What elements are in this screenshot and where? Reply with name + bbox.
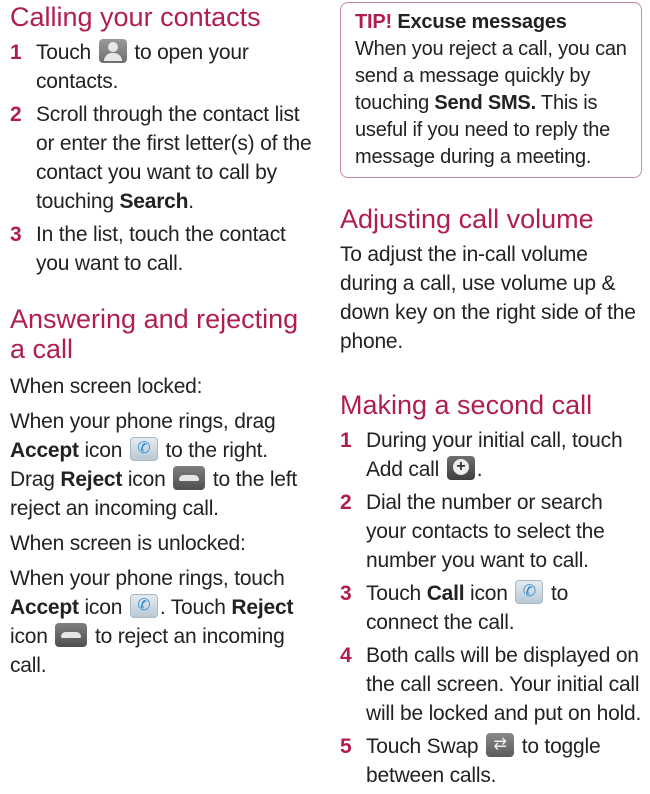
answering-body: When screen locked: When your phone rings, drag Accept icon ✆ to the right. Drag Reject icon to the left reject an incoming call. When screen is unlocked: When your phone rings, touch Accept icon ✆ . Touch Reject icon to reject an incoming call.	[10, 372, 320, 680]
heading-answering-rejecting: Answering and rejecting a call	[10, 304, 299, 364]
list-item: 1 Touch to open your contacts.	[10, 38, 320, 96]
step-number: 2	[340, 491, 352, 514]
left-column	[10, 0, 320, 680]
reject-call-icon	[173, 466, 205, 490]
volume-body: To adjust the in-call volume during a call, use volume up & down key on the right side of the phone.	[340, 243, 636, 353]
accept-call-icon	[130, 437, 158, 461]
step-number: 3	[10, 223, 22, 246]
contacts-icon	[99, 39, 127, 63]
list-item: 4 Both calls will be displayed on the call screen. Your initial call will be locked and put on hold.	[340, 641, 642, 728]
step-number: 1	[10, 41, 22, 64]
tip-text: When you reject a call, you can send a message quickly by touching Send SMS. This is useful if you need to reply the message during a meeting.	[355, 38, 627, 168]
add-call-icon	[447, 456, 475, 480]
list-item: 2 Dial the number or search your contacts to select the number you want to call.	[340, 488, 642, 575]
tip-label: TIP!	[355, 11, 392, 33]
step-number: 3	[340, 582, 352, 605]
list-item: 2 Scroll through the contact list or enter the first letter(s) of the contact you want to call by touching Search.	[10, 100, 320, 216]
calling-steps	[10, 38, 320, 278]
step-number: 2	[10, 103, 22, 126]
list-item: 3 Touch Call icon ✆ to connect the call.	[340, 579, 642, 637]
call-icon	[515, 580, 543, 604]
step-number: 1	[340, 429, 352, 452]
right-column	[340, 0, 642, 794]
step-number: 4	[340, 644, 352, 667]
heading-second-call: Making a second call	[340, 390, 593, 420]
list-item: 1 During your initial call, touch Add call + .	[340, 426, 642, 484]
step-number: 5	[340, 735, 352, 758]
heading-adjusting-volume: Adjusting call volume	[340, 204, 594, 234]
tip-heading: Excuse messages	[397, 11, 567, 33]
list-item: 3 In the list, touch the contact you want to call.	[10, 220, 320, 278]
reject-call-icon	[55, 623, 87, 647]
swap-icon	[486, 733, 514, 757]
second-call-steps	[340, 426, 642, 790]
heading-calling-contacts: Calling your contacts	[10, 2, 261, 32]
accept-call-icon	[130, 594, 158, 618]
list-item: 5 Touch Swap ⇄ to toggle between calls.	[340, 732, 642, 790]
tip-box	[340, 2, 642, 178]
